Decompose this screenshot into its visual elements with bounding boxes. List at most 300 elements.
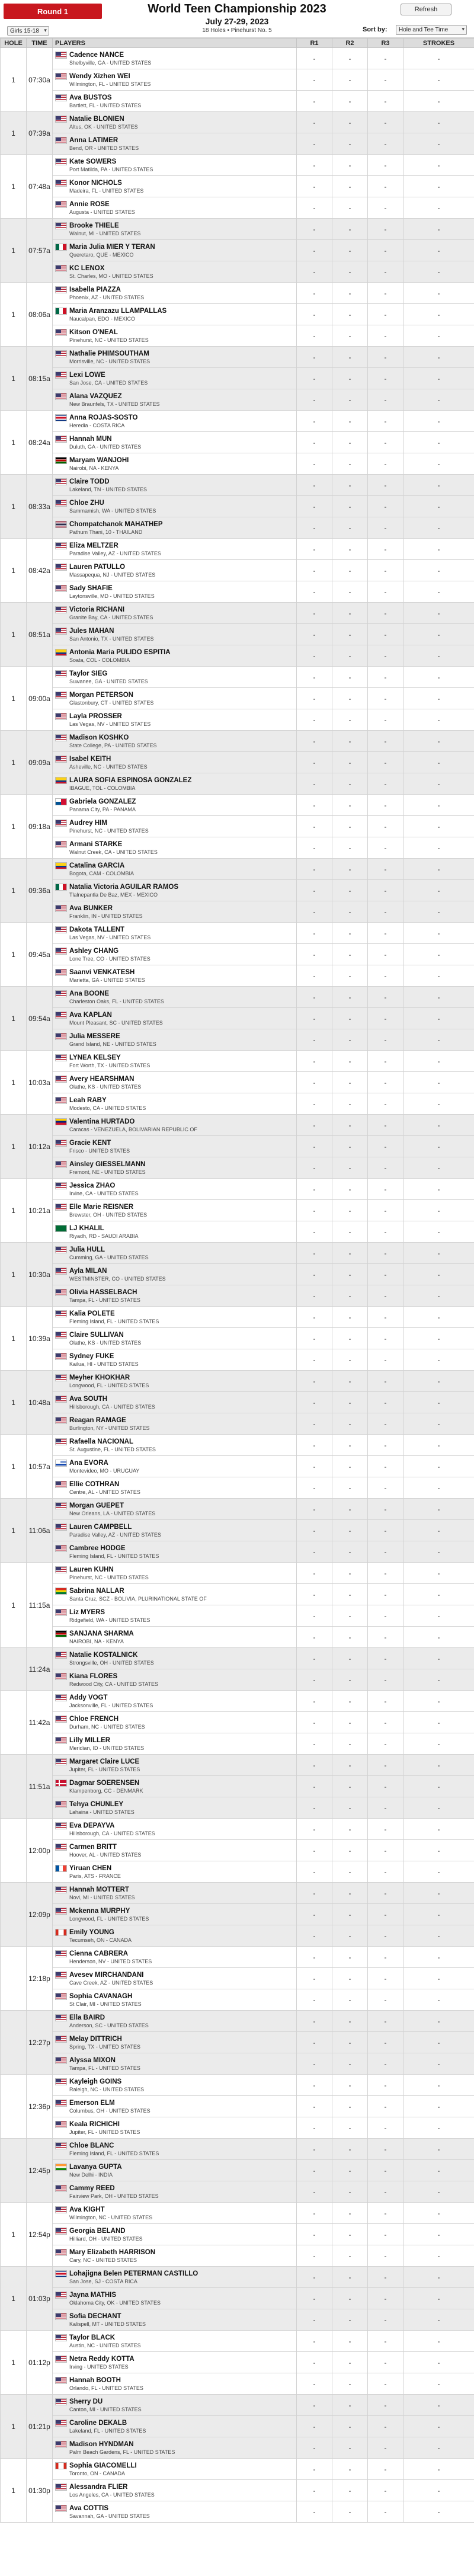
table-row[interactable] — [1, 1947, 474, 1968]
player-name[interactable]: Kitson O'NEAL — [69, 328, 118, 336]
player-cell — [53, 1584, 297, 1605]
table-row[interactable] — [1, 155, 474, 176]
player-name[interactable]: Armani STARKE — [69, 840, 123, 848]
table-row[interactable] — [1, 1627, 474, 1648]
player-name[interactable]: Chompatchanok MAHATHEP — [69, 520, 163, 528]
table-row[interactable] — [1, 2416, 474, 2437]
player-name[interactable]: Victoria RICHANI — [69, 606, 125, 613]
player-name[interactable]: Avesev MIRCHANDANI — [69, 1971, 144, 1979]
table-row[interactable] — [1, 1392, 474, 1413]
player-name-row — [55, 2206, 296, 2214]
table-row[interactable] — [1, 901, 474, 923]
player-name[interactable]: Carmen BRITT — [69, 1843, 117, 1851]
player-name[interactable]: Rafaella NACIONAL — [69, 1438, 133, 1445]
player-name[interactable]: Chloe FRENCH — [69, 1715, 119, 1723]
score-strokes: - — [403, 645, 474, 667]
table-row[interactable] — [1, 475, 474, 496]
table-row[interactable] — [1, 1840, 474, 1861]
table-row[interactable] — [1, 283, 474, 304]
player-name[interactable]: Sophia GIACOMELLI — [69, 2462, 137, 2469]
player-cell — [53, 411, 297, 432]
table-row[interactable] — [1, 837, 474, 859]
player-name[interactable]: Valentina HURTADO — [69, 1118, 135, 1125]
table-row[interactable] — [1, 2075, 474, 2096]
score-strokes: - — [403, 1349, 474, 1371]
player-name[interactable]: Nathalie PHIMSOUTHAM — [69, 350, 149, 357]
player-location: Bend, OR - UNITED STATES — [69, 145, 139, 151]
player-name[interactable]: Reagan RAMAGE — [69, 1416, 126, 1424]
player-cell — [53, 1861, 297, 1883]
player-name[interactable]: Lauren CAMPBELL — [69, 1523, 132, 1531]
player-cell — [53, 2139, 297, 2160]
table-row[interactable] — [1, 1776, 474, 1797]
player-name[interactable]: Morgan PETERSON — [69, 691, 133, 699]
player-name[interactable]: Kayleigh GOINS — [69, 2078, 122, 2085]
table-row[interactable] — [1, 197, 474, 219]
player-location: Olathe, KS - UNITED STATES — [69, 1339, 142, 1346]
table-row[interactable] — [1, 1883, 474, 1904]
table-row[interactable] — [1, 1349, 474, 1371]
score-r1: - — [297, 2288, 332, 2309]
table-row[interactable] — [1, 2480, 474, 2501]
table-row[interactable] — [1, 1925, 474, 1947]
column-header-players[interactable]: PLAYERS — [53, 39, 297, 48]
table-row[interactable] — [1, 2501, 474, 2523]
table-row[interactable] — [1, 48, 474, 69]
score-r2: - — [332, 1029, 368, 1051]
player-name[interactable]: Gabriela GONZALEZ — [69, 798, 136, 805]
player-name[interactable]: Sofia DECHANT — [69, 2312, 121, 2320]
player-name[interactable]: Chloe BLANC — [69, 2142, 114, 2149]
table-row[interactable] — [1, 1307, 474, 1328]
player-name[interactable]: Cammy REED — [69, 2184, 115, 2192]
table-row[interactable] — [1, 112, 474, 133]
table-row[interactable] — [1, 624, 474, 645]
player-name[interactable]: Sabrina NALLAR — [69, 1587, 124, 1595]
player-name[interactable]: Isabella PIAZZA — [69, 286, 121, 293]
score-strokes: - — [403, 795, 474, 816]
player-name[interactable]: Antonia Maria PULIDO ESPITIA — [69, 648, 171, 656]
player-name-row — [55, 1331, 296, 1339]
player-name[interactable]: Ayla MILAN — [69, 1267, 107, 1275]
player-name[interactable]: Sherry DU — [69, 2398, 103, 2405]
table-row[interactable] — [1, 965, 474, 987]
table-row[interactable] — [1, 2288, 474, 2309]
player-name[interactable]: Avery HEARSHMAN — [69, 1075, 134, 1083]
table-row[interactable] — [1, 1584, 474, 1605]
table-row[interactable] — [1, 1200, 474, 1221]
score-r2: - — [332, 112, 368, 133]
player-name[interactable]: Ana BOONE — [69, 990, 110, 997]
table-row[interactable] — [1, 1371, 474, 1392]
table-row[interactable] — [1, 261, 474, 283]
player-name[interactable]: Ava BUNKER — [69, 904, 113, 912]
table-row[interactable] — [1, 2181, 474, 2203]
player-name[interactable]: Sydney FUKE — [69, 1352, 114, 1360]
country-flag-icon — [55, 969, 67, 976]
table-row[interactable] — [1, 2096, 474, 2117]
player-name-row — [55, 2334, 296, 2342]
player-name[interactable]: Konor NICHOLS — [69, 179, 122, 187]
table-row[interactable] — [1, 2203, 474, 2224]
player-cell — [53, 837, 297, 859]
player-name[interactable]: Mary Elizabeth HARRISON — [69, 2248, 156, 2256]
player-name[interactable]: Eva DEPAYVA — [69, 1822, 115, 1829]
player-name[interactable]: Maria Julia MIER Y TERAN — [69, 243, 155, 251]
table-row[interactable] — [1, 517, 474, 539]
table-row[interactable] — [1, 1435, 474, 1456]
player-name[interactable]: LJ KHALIL — [69, 1224, 104, 1232]
table-row[interactable] — [1, 1541, 474, 1563]
score-strokes: - — [403, 2032, 474, 2053]
table-row[interactable] — [1, 1136, 474, 1157]
table-row[interactable] — [1, 325, 474, 347]
country-flag-icon — [55, 1630, 67, 1637]
table-row[interactable] — [1, 2053, 474, 2075]
player-name-row — [55, 1523, 296, 1531]
table-row[interactable] — [1, 411, 474, 432]
sort-select[interactable] — [396, 25, 467, 35]
player-name[interactable]: Addy VOGT — [69, 1694, 108, 1701]
player-name[interactable]: Ava KAPLAN — [69, 1011, 112, 1019]
player-name[interactable]: LAURA SOFIA ESPINOSA GONZALEZ — [69, 776, 192, 784]
player-name[interactable]: Leah RABY — [69, 1096, 107, 1104]
table-row[interactable] — [1, 987, 474, 1008]
table-row[interactable] — [1, 2331, 474, 2352]
player-location: Los Angeles, CA - UNITED STATES — [69, 2491, 155, 2498]
score-r2: - — [332, 197, 368, 219]
player-name[interactable]: Wendy Xizhen WEI — [69, 72, 130, 80]
country-flag-icon — [55, 2078, 67, 2085]
player-name[interactable]: Julia MESSERE — [69, 1032, 120, 1040]
score-r2: - — [332, 2032, 368, 2053]
country-flag-icon — [55, 1417, 67, 1424]
table-row[interactable] — [1, 731, 474, 752]
player-name[interactable]: Hannah MUN — [69, 435, 112, 443]
table-row[interactable] — [1, 1285, 474, 1307]
player-name[interactable]: Chloe ZHU — [69, 499, 104, 507]
player-name[interactable]: Caroline DEKALB — [69, 2419, 127, 2427]
player-name[interactable]: Ellie COTHRAN — [69, 1480, 120, 1488]
table-row[interactable] — [1, 133, 474, 155]
table-row[interactable] — [1, 859, 474, 880]
score-strokes: - — [403, 1733, 474, 1755]
player-name[interactable]: Catalina GARCIA — [69, 862, 125, 869]
score-strokes: - — [403, 1008, 474, 1029]
country-flag-icon — [55, 1588, 67, 1595]
table-row[interactable] — [1, 1051, 474, 1072]
round-badge[interactable]: Round 1 — [4, 4, 102, 19]
table-row[interactable] — [1, 347, 474, 368]
score-r2: - — [332, 624, 368, 645]
player-name[interactable]: Liz MYERS — [69, 1608, 105, 1616]
table-row[interactable] — [1, 2117, 474, 2139]
player-location: Modesto, CA - UNITED STATES — [69, 1105, 146, 1111]
table-row[interactable] — [1, 2395, 474, 2416]
table-row[interactable] — [1, 1819, 474, 1840]
player-location: St. Charles, MO - UNITED STATES — [69, 273, 153, 279]
table-row[interactable] — [1, 2224, 474, 2245]
player-name[interactable]: Cambree HODGE — [69, 1544, 126, 1552]
score-r3: - — [368, 1968, 403, 1989]
player-name-row — [55, 712, 296, 721]
player-name-row — [55, 2312, 296, 2321]
country-flag-icon — [55, 905, 67, 912]
player-name[interactable]: Eliza MELTZER — [69, 542, 118, 549]
player-name-row — [55, 1502, 296, 1510]
player-name[interactable]: Sady SHAFIE — [69, 584, 113, 592]
player-name[interactable]: Melay DITTRICH — [69, 2035, 122, 2043]
table-row[interactable] — [1, 2352, 474, 2373]
player-name[interactable]: Hannah MOTTERT — [69, 1886, 129, 1893]
player-name[interactable]: Meyher KHOKHAR — [69, 1374, 130, 1381]
table-row[interactable] — [1, 1179, 474, 1200]
player-name[interactable]: Hannah BOOTH — [69, 2376, 121, 2384]
table-row[interactable] — [1, 1904, 474, 1925]
table-row[interactable] — [1, 1029, 474, 1051]
player-name[interactable]: Netra Reddy KOTTA — [69, 2355, 134, 2363]
player-name[interactable]: Cadence NANCE — [69, 51, 124, 59]
table-row[interactable] — [1, 432, 474, 453]
player-name[interactable]: Margaret Claire LUCE — [69, 1758, 140, 1765]
player-name[interactable]: LYNEA KELSEY — [69, 1054, 121, 1061]
table-row[interactable] — [1, 91, 474, 112]
table-row[interactable] — [1, 69, 474, 91]
player-name[interactable]: KC LENOX — [69, 264, 105, 272]
player-name[interactable]: Madison KOSHKO — [69, 734, 129, 741]
player-name[interactable]: Ana EVORA — [69, 1459, 108, 1467]
player-name[interactable]: Brooke THIELE — [69, 222, 119, 229]
player-name[interactable]: Annie ROSE — [69, 200, 110, 208]
player-name[interactable]: Emily YOUNG — [69, 1928, 114, 1936]
player-name[interactable]: Tehya CHUNLEY — [69, 1800, 124, 1808]
table-row[interactable] — [1, 1861, 474, 1883]
table-row[interactable] — [1, 1797, 474, 1819]
score-r3: - — [368, 752, 403, 773]
table-row[interactable] — [1, 368, 474, 389]
table-row[interactable] — [1, 1221, 474, 1243]
player-name[interactable]: Emerson ELM — [69, 2099, 115, 2107]
table-row[interactable] — [1, 1605, 474, 1627]
player-name[interactable]: Dakota TALLENT — [69, 926, 125, 933]
player-name[interactable]: Mckenna MURPHY — [69, 1907, 130, 1915]
player-name[interactable]: Kiana FLORES — [69, 1672, 118, 1680]
player-name[interactable]: Jayna MATHIS — [69, 2291, 117, 2299]
table-row[interactable] — [1, 1669, 474, 1691]
table-row[interactable] — [1, 1712, 474, 1733]
table-row[interactable] — [1, 880, 474, 901]
table-row[interactable] — [1, 1072, 474, 1093]
player-name[interactable]: Taylor SIEG — [69, 670, 108, 677]
table-row[interactable] — [1, 2245, 474, 2267]
player-name[interactable]: Jules MAHAN — [69, 627, 114, 635]
player-name[interactable]: Alyssa MIXON — [69, 2056, 116, 2064]
player-cell — [53, 2117, 297, 2139]
table-row[interactable] — [1, 1413, 474, 1435]
player-name[interactable]: Alessandra FLIER — [69, 2483, 128, 2491]
player-name[interactable]: Natalia Victoria AGUILAR RAMOS — [69, 883, 179, 891]
table-row[interactable] — [1, 603, 474, 624]
score-r3: - — [368, 453, 403, 475]
table-row[interactable] — [1, 1477, 474, 1499]
table-row[interactable] — [1, 1456, 474, 1477]
column-header-hole[interactable]: HOLE — [1, 39, 27, 48]
player-name[interactable]: Julia HULL — [69, 1246, 105, 1253]
player-name[interactable]: Anna LATIMER — [69, 136, 118, 144]
player-name[interactable]: Audrey HIM — [69, 819, 107, 827]
player-name[interactable]: Natalie BLONIEN — [69, 115, 124, 123]
player-location: Irving - UNITED STATES — [69, 2363, 129, 2370]
table-row[interactable] — [1, 1157, 474, 1179]
player-name-row — [55, 1246, 296, 1254]
player-name[interactable]: Keala RICHICHI — [69, 2120, 120, 2128]
table-row[interactable] — [1, 2309, 474, 2331]
player-cell — [53, 1435, 297, 1456]
player-name[interactable]: Ava SOUTH — [69, 1395, 108, 1403]
player-name[interactable]: Elle Marie REISNER — [69, 1203, 134, 1211]
player-name[interactable]: Claire SULLIVAN — [69, 1331, 124, 1339]
score-r2: - — [332, 645, 368, 667]
player-name[interactable]: Maryam WANJOHI — [69, 456, 129, 464]
table-row[interactable] — [1, 1264, 474, 1285]
player-name[interactable]: Jessica ZHAO — [69, 1182, 116, 1189]
table-row[interactable] — [1, 1733, 474, 1755]
player-name[interactable]: Lohajigna Belen PETERMAN CASTILLO — [69, 2270, 198, 2277]
table-row[interactable] — [1, 1755, 474, 1776]
player-name[interactable]: Morgan GUEPET — [69, 1502, 124, 1509]
player-name[interactable]: Ava BUSTOS — [69, 94, 112, 101]
table-row[interactable] — [1, 304, 474, 325]
player-cell — [53, 325, 297, 347]
player-name[interactable]: Lavanya GUPTA — [69, 2163, 122, 2171]
table-row[interactable] — [1, 795, 474, 816]
score-r3: - — [368, 1541, 403, 1563]
column-header-time[interactable]: TIME — [27, 39, 53, 48]
column-header-strokes[interactable]: STROKES — [403, 39, 474, 48]
player-name[interactable]: Isabel KEITH — [69, 755, 111, 763]
player-name[interactable]: Layla PROSSER — [69, 712, 122, 720]
score-r2: - — [332, 581, 368, 603]
column-header-r3[interactable]: R3 — [368, 39, 403, 48]
table-row[interactable] — [1, 453, 474, 475]
table-row[interactable] — [1, 2459, 474, 2480]
table-row[interactable] — [1, 1328, 474, 1349]
table-row[interactable] — [1, 1520, 474, 1541]
table-row[interactable] — [1, 240, 474, 261]
table-row[interactable] — [1, 2139, 474, 2160]
score-r1: - — [297, 91, 332, 112]
table-row[interactable] — [1, 581, 474, 603]
table-row[interactable] — [1, 816, 474, 837]
table-row[interactable] — [1, 944, 474, 965]
table-row[interactable] — [1, 176, 474, 197]
player-name[interactable]: Anna ROJAS-SOSTO — [69, 414, 138, 421]
score-strokes: - — [403, 176, 474, 197]
player-name[interactable]: Dagmar SOERENSEN — [69, 1779, 140, 1787]
player-name[interactable]: Taylor BLACK — [69, 2334, 116, 2341]
player-name[interactable]: Lexi LOWE — [69, 371, 105, 379]
table-row[interactable] — [1, 389, 474, 411]
table-row[interactable] — [1, 1008, 474, 1029]
player-name[interactable]: Ashley CHANG — [69, 947, 119, 955]
table-row[interactable] — [1, 752, 474, 773]
group-tee-time: 10:39a — [27, 1307, 53, 1371]
table-row[interactable] — [1, 1115, 474, 1136]
score-r1: - — [297, 667, 332, 688]
player-name[interactable]: Sophia CAVANAGH — [69, 1992, 133, 2000]
table-row[interactable] — [1, 2011, 474, 2032]
table-row[interactable] — [1, 1499, 474, 1520]
player-name[interactable]: Cienna CABRERA — [69, 1950, 129, 1957]
player-name[interactable]: Saanvi VENKATESH — [69, 968, 135, 976]
country-flag-icon — [55, 1929, 67, 1936]
table-row[interactable] — [1, 2373, 474, 2395]
player-name[interactable]: Lilly MILLER — [69, 1736, 110, 1744]
table-row[interactable] — [1, 645, 474, 667]
player-name[interactable]: Olivia HASSELBACH — [69, 1288, 137, 1296]
table-row[interactable] — [1, 2437, 474, 2459]
table-row[interactable] — [1, 2032, 474, 2053]
table-row[interactable] — [1, 1563, 474, 1584]
player-name[interactable]: Kalia POLETE — [69, 1310, 115, 1317]
player-name[interactable]: Ava KIGHT — [69, 2206, 105, 2213]
table-row[interactable] — [1, 688, 474, 709]
player-name[interactable]: Ainsley GIESSELMANN — [69, 1160, 146, 1168]
player-name[interactable]: Gracie KENT — [69, 1139, 111, 1147]
refresh-button[interactable]: Refresh — [401, 4, 451, 15]
table-row[interactable] — [1, 1648, 474, 1669]
table-row[interactable] — [1, 1989, 474, 2011]
table-row[interactable] — [1, 2267, 474, 2288]
table-row[interactable] — [1, 1093, 474, 1115]
player-name[interactable]: Maria Aranzazu LLAMPALLAS — [69, 307, 167, 315]
player-location: San Antonio, TX - UNITED STATES — [69, 635, 154, 642]
player-name[interactable]: Ava COTTIS — [69, 2504, 109, 2512]
table-row[interactable] — [1, 539, 474, 560]
player-name[interactable]: Lauren PATULLO — [69, 563, 126, 571]
player-name[interactable]: Yiruan CHEN — [69, 1864, 112, 1872]
player-name[interactable]: Claire TODD — [69, 478, 110, 485]
table-row[interactable] — [1, 667, 474, 688]
player-name[interactable]: Alana VAZQUEZ — [69, 392, 122, 400]
player-name[interactable]: Georgia BELAND — [69, 2227, 126, 2235]
score-r3: - — [368, 2437, 403, 2459]
table-row[interactable] — [1, 219, 474, 240]
table-row[interactable] — [1, 1691, 474, 1712]
player-name[interactable]: Lauren KUHN — [69, 1566, 114, 1573]
table-row[interactable] — [1, 709, 474, 731]
table-row[interactable] — [1, 560, 474, 581]
table-row[interactable] — [1, 773, 474, 795]
table-row[interactable] — [1, 496, 474, 517]
table-row[interactable] — [1, 2160, 474, 2181]
player-name[interactable]: Kate SOWERS — [69, 158, 117, 165]
table-row[interactable] — [1, 1968, 474, 1989]
player-name[interactable]: Natalie KOSTALNICK — [69, 1651, 138, 1659]
column-header-r2[interactable]: R2 — [332, 39, 368, 48]
score-r2: - — [332, 1435, 368, 1456]
player-name[interactable]: Ella BAIRD — [69, 2014, 105, 2021]
table-row[interactable] — [1, 1243, 474, 1264]
column-header-r1[interactable]: R1 — [297, 39, 332, 48]
player-location: Strongsville, OH - UNITED STATES — [69, 1659, 154, 1666]
player-location: Irvine, CA - UNITED STATES — [69, 1190, 139, 1196]
table-row[interactable] — [1, 923, 474, 944]
player-name[interactable]: SANJANA SHARMA — [69, 1630, 134, 1637]
player-location: Madeira, FL - UNITED STATES — [69, 187, 144, 194]
player-name[interactable]: Madison HYNDMAN — [69, 2440, 134, 2448]
score-r2: - — [332, 453, 368, 475]
